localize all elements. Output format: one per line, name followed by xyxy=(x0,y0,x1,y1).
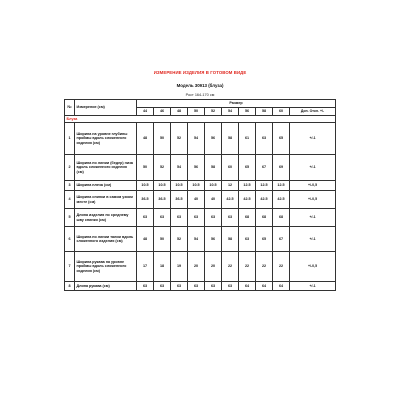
value-cell: 10.5 xyxy=(137,181,154,191)
value-cell: 17 xyxy=(137,252,154,282)
table-row xyxy=(65,282,336,291)
tolerance-cell: +/-1 xyxy=(290,282,336,291)
value-cell: 63 xyxy=(188,209,205,227)
measurement-name: Длина изделия по среднему шву спинки (см) xyxy=(75,209,137,227)
row-number: 3 xyxy=(65,181,75,191)
row-number: 1 xyxy=(65,123,75,155)
tolerance-header: Доп. Откл. +/- xyxy=(290,108,336,116)
table-row xyxy=(65,252,336,282)
tolerance-cell: +/-1 xyxy=(290,155,336,181)
value-cell: 52 xyxy=(171,227,188,252)
value-cell: 64 xyxy=(273,282,290,291)
value-cell: 63 xyxy=(205,209,222,227)
value-cell: 52 xyxy=(171,123,188,155)
table-row xyxy=(65,191,336,209)
row-number: 7 xyxy=(65,252,75,282)
value-cell: 10.5 xyxy=(188,181,205,191)
value-cell: 54 xyxy=(188,123,205,155)
value-cell: 63 xyxy=(222,209,239,227)
section-row xyxy=(65,116,336,123)
measurement-name: Длина рукава (см) xyxy=(75,282,137,291)
row-number: 2 xyxy=(65,155,75,181)
value-cell: 63 xyxy=(188,282,205,291)
measurement-name: Ширина спинки в самом узком месте (см) xyxy=(75,191,137,209)
tolerance-cell: +/-1 xyxy=(290,209,336,227)
value-cell: 58 xyxy=(222,123,239,155)
row-number: 6 xyxy=(65,227,75,252)
table-row xyxy=(65,227,336,252)
value-cell: 63 xyxy=(154,209,171,227)
value-cell: 12 xyxy=(222,181,239,191)
tolerance-cell: +/-0,5 xyxy=(290,191,336,209)
size-header-48: 48 xyxy=(171,108,188,116)
value-cell: 65 xyxy=(239,155,256,181)
header-row-1 xyxy=(65,100,336,108)
value-cell: 65 xyxy=(256,227,273,252)
value-cell: 50 xyxy=(154,123,171,155)
measurement-name: Ширина по линии (бедер) низа вдоль сложенного изделия (см) xyxy=(75,155,137,181)
value-cell: 42.5 xyxy=(273,191,290,209)
size-header-60: 60 xyxy=(273,108,290,116)
value-cell: 63 xyxy=(154,282,171,291)
value-cell: 12.5 xyxy=(273,181,290,191)
value-cell: 56 xyxy=(188,155,205,181)
value-cell: 36.5 xyxy=(154,191,171,209)
value-cell: 20 xyxy=(188,252,205,282)
measurement-name: Ширина рукава на уровне проймы вдоль сложенного изделия (см) xyxy=(75,252,137,282)
value-cell: 19 xyxy=(171,252,188,282)
section-label: Блуза xyxy=(65,116,336,123)
value-cell: 42.5 xyxy=(239,191,256,209)
value-cell: 64 xyxy=(256,282,273,291)
table-row xyxy=(65,181,336,191)
value-cell: 54 xyxy=(188,227,205,252)
value-cell: 67 xyxy=(273,227,290,252)
measurement-name: Ширина на уровне глубины проймы вдоль сложенного изделия (см) xyxy=(75,123,137,155)
tolerance-cell: +/-1 xyxy=(290,123,336,155)
value-cell: 10.5 xyxy=(154,181,171,191)
row-number: 4 xyxy=(65,191,75,209)
tolerance-cell: +/-1 xyxy=(290,227,336,252)
value-cell: 42.5 xyxy=(222,191,239,209)
value-cell: 10.5 xyxy=(205,181,222,191)
value-cell: 22 xyxy=(222,252,239,282)
tolerance-cell: +/-0,5 xyxy=(290,252,336,282)
size-header-44: 44 xyxy=(137,108,154,116)
value-cell: 20 xyxy=(205,252,222,282)
value-cell: 12.5 xyxy=(256,181,273,191)
value-cell: 69 xyxy=(273,155,290,181)
value-cell: 58 xyxy=(205,155,222,181)
chart-title: ИЗМЕРЕНИЕ ИЗДЕЛИЯ В ГОТОВОМ ВИДЕ xyxy=(153,70,247,75)
value-cell: 36.5 xyxy=(171,191,188,209)
value-cell: 63 xyxy=(171,209,188,227)
value-cell: 65 xyxy=(273,123,290,155)
size-header-46: 46 xyxy=(154,108,171,116)
value-cell: 61 xyxy=(239,123,256,155)
size-header-50: 50 xyxy=(188,108,205,116)
value-cell: 10.5 xyxy=(171,181,188,191)
value-cell: 64 xyxy=(239,282,256,291)
value-cell: 18 xyxy=(154,252,171,282)
value-cell: 12.5 xyxy=(239,181,256,191)
value-cell: 54 xyxy=(171,155,188,181)
size-header-52: 52 xyxy=(205,108,222,116)
value-cell: 63 xyxy=(222,282,239,291)
row-number: 5 xyxy=(65,209,75,227)
measurement-table xyxy=(64,99,336,291)
value-cell: 63 xyxy=(205,282,222,291)
value-cell: 63 xyxy=(256,123,273,155)
row-number: 8 xyxy=(65,282,75,291)
value-cell: 56 xyxy=(205,227,222,252)
value-cell: 68 xyxy=(273,209,290,227)
value-cell: 63 xyxy=(171,282,188,291)
size-header-56: 56 xyxy=(239,108,256,116)
col-measure-header: Измерение (см) xyxy=(75,100,137,116)
table-row xyxy=(65,209,336,227)
col-number-header: № xyxy=(65,100,75,116)
measurement-name: Ширина плеча (см) xyxy=(75,181,137,191)
value-cell: 22 xyxy=(239,252,256,282)
value-cell: 22 xyxy=(273,252,290,282)
value-cell: 67 xyxy=(256,155,273,181)
value-cell: 63 xyxy=(239,227,256,252)
model-name: Модель 30913 (блуза) xyxy=(176,83,224,88)
value-cell: 40 xyxy=(188,191,205,209)
value-cell: 42.5 xyxy=(256,191,273,209)
value-cell: 36.5 xyxy=(137,191,154,209)
value-cell: 50 xyxy=(154,227,171,252)
value-cell: 50 xyxy=(137,155,154,181)
size-group-header: Размер xyxy=(137,100,336,108)
value-cell: 52 xyxy=(154,155,171,181)
value-cell: 48 xyxy=(137,227,154,252)
value-cell: 56 xyxy=(205,123,222,155)
value-cell: 68 xyxy=(239,209,256,227)
size-header-54: 54 xyxy=(222,108,239,116)
size-header-58: 58 xyxy=(256,108,273,116)
value-cell: 68 xyxy=(256,209,273,227)
tolerance-cell: +/-0,5 xyxy=(290,181,336,191)
measurement-name: Ширина по линии талии вдоль сложенного изделия (см) xyxy=(75,227,137,252)
value-cell: 40 xyxy=(205,191,222,209)
value-cell: 48 xyxy=(137,123,154,155)
height-range: Рост 164-170 см xyxy=(185,93,215,97)
table-row xyxy=(65,123,336,155)
value-cell: 63 xyxy=(137,209,154,227)
value-cell: 60 xyxy=(222,155,239,181)
value-cell: 22 xyxy=(256,252,273,282)
value-cell: 63 xyxy=(137,282,154,291)
value-cell: 58 xyxy=(222,227,239,252)
table-row xyxy=(65,155,336,181)
